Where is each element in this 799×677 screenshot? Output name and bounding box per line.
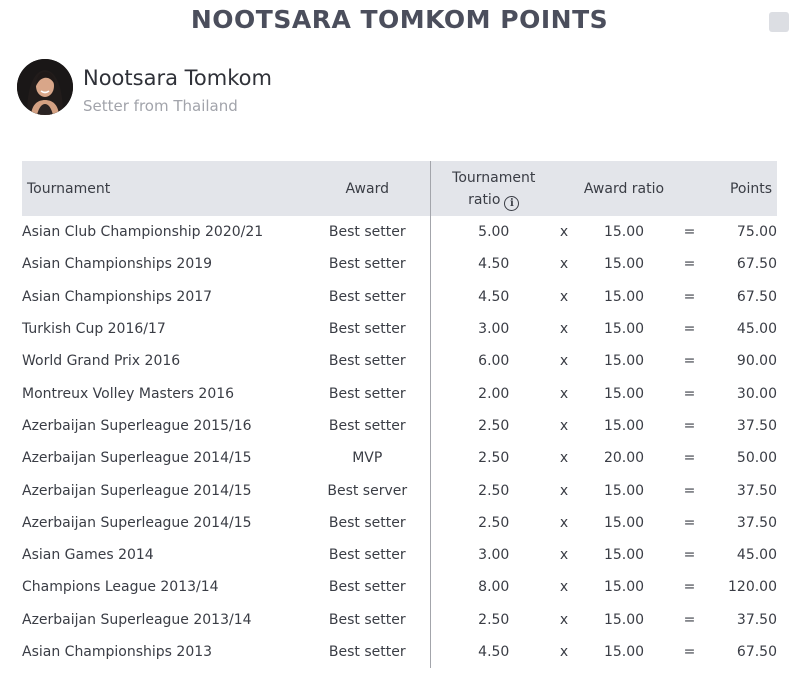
cell-award: Best setter [328,321,406,338]
table-row [22,313,777,345]
cell-multiply: x [559,288,569,305]
cell-equals: = [683,644,696,660]
cell-tournament-ratio: 8.00 [430,571,557,603]
cell-tournament-ratio: 2.50 [430,604,557,636]
cell-equals: = [683,547,696,564]
cell-points: 37.50 [736,611,777,628]
cell-multiply: x [559,514,569,531]
cell-award: Best setter [328,579,406,596]
cell-tournament: Asian Championships 2017 [22,288,213,305]
cell-tournament: Azerbaijan Superleague 2014/15 [22,482,252,499]
header-spacer-x [557,161,571,216]
cell-award: Best setter [328,224,406,241]
player-name: Nootsara Tomkom [83,66,272,90]
cell-multiply: x [559,579,569,596]
cell-equals: = [683,224,696,241]
cell-multiply: x [559,482,569,499]
cell-points: 37.50 [736,482,777,499]
cell-tournament: Montreux Volley Masters 2016 [22,385,235,402]
cell-award-ratio: 15.00 [603,385,645,402]
cell-multiply: x [559,450,569,467]
cell-tournament: Asian Games 2014 [22,547,154,564]
cell-points: 37.50 [736,417,777,434]
cell-multiply: x [559,385,569,402]
cell-tournament-ratio: 5.00 [430,216,557,248]
table-body [22,216,777,668]
cell-tournament: Asian Championships 2019 [22,256,213,273]
close-square-icon[interactable] [769,12,789,32]
cell-award-ratio: 15.00 [603,514,645,531]
cell-equals: = [683,450,696,467]
table-row [22,636,777,668]
cell-tournament: Azerbaijan Superleague 2014/15 [22,450,252,467]
cell-points: 50.00 [736,450,777,467]
cell-award-ratio: 15.00 [603,224,645,241]
cell-points: 37.50 [736,514,777,531]
table-row [22,216,777,248]
cell-tournament: Champions League 2013/14 [22,579,219,596]
header-award-ratio: Award ratio [583,180,665,197]
cell-award: Best setter [328,611,406,628]
cell-multiply: x [559,547,569,564]
cell-award-ratio: 15.00 [603,353,645,370]
cell-award: MVP [352,450,383,467]
cell-tournament: Asian Championships 2013 [22,644,213,660]
table-row [22,539,777,571]
table-row [22,345,777,377]
cell-award-ratio: 15.00 [603,417,645,434]
cell-award: Best setter [328,256,406,273]
cell-award-ratio: 15.00 [603,321,645,338]
cell-multiply: x [559,321,569,338]
cell-tournament: Azerbaijan Superleague 2013/14 [22,611,252,628]
header-award: Award [345,180,389,197]
cell-equals: = [683,417,696,434]
header-spacer-eq [677,161,702,216]
page-title: NOOTSARA TOMKOM POINTS [190,5,609,34]
cell-tournament-ratio: 2.50 [430,410,557,442]
cell-points: 75.00 [736,224,777,241]
cell-award: Best setter [328,547,406,564]
cell-points: 90.00 [736,353,777,370]
cell-multiply: x [559,353,569,370]
cell-equals: = [683,353,696,370]
avatar [17,59,73,115]
cell-equals: = [683,482,696,499]
header-tournament-ratio [430,161,557,216]
player-subtitle: Setter from Thailand [83,97,238,115]
cell-tournament: Turkish Cup 2016/17 [22,321,166,338]
cell-equals: = [683,385,696,402]
cell-equals: = [683,288,696,305]
cell-tournament-ratio: 6.00 [430,345,557,377]
cell-award-ratio: 15.00 [603,256,645,273]
cell-multiply: x [559,256,569,273]
table-row [22,571,777,603]
cell-award-ratio: 15.00 [603,288,645,305]
cell-award-ratio: 15.00 [603,482,645,499]
cell-tournament: Azerbaijan Superleague 2014/15 [22,514,252,531]
cell-award-ratio: 15.00 [603,547,645,564]
cell-multiply: x [559,417,569,434]
cell-award: Best setter [328,353,406,370]
cell-award-ratio: 15.00 [603,644,645,660]
cell-equals: = [683,579,696,596]
header-points: Points [729,180,772,197]
cell-equals: = [683,321,696,338]
table-row [22,507,777,539]
cell-points: 67.50 [736,644,777,660]
cell-multiply: x [559,611,569,628]
cell-tournament-ratio: 2.00 [430,377,557,409]
cell-tournament: Azerbaijan Superleague 2015/16 [22,417,252,434]
cell-tournament-ratio: 2.50 [430,507,557,539]
cell-points: 120.00 [728,579,777,596]
cell-tournament: Asian Club Championship 2020/21 [22,224,264,241]
cell-award: Best server [327,482,408,499]
cell-award: Best setter [328,514,406,531]
cell-award-ratio: 20.00 [603,450,645,467]
player-photo [17,59,73,115]
table-header-row [22,161,777,216]
table-row [22,281,777,313]
cell-points: 67.50 [736,288,777,305]
cell-tournament-ratio: 3.00 [430,539,557,571]
table-row [22,248,777,280]
cell-tournament-ratio: 4.50 [430,636,557,668]
cell-award-ratio: 15.00 [603,579,645,596]
cell-award: Best setter [328,385,406,402]
cell-equals: = [683,256,696,273]
cell-tournament-ratio: 3.00 [430,313,557,345]
cell-equals: = [683,514,696,531]
cell-tournament-ratio: 4.50 [430,248,557,280]
cell-multiply: x [559,224,569,241]
cell-points: 45.00 [736,321,777,338]
table-row [22,604,777,636]
cell-points: 45.00 [736,547,777,564]
cell-award: Best setter [328,288,406,305]
cell-tournament-ratio: 4.50 [430,281,557,313]
header-tournament-ratio-line1: Tournament [452,169,536,186]
cell-tournament-ratio: 2.50 [430,442,557,474]
table-row [22,474,777,506]
table-row [22,410,777,442]
cell-points: 67.50 [736,256,777,273]
info-icon[interactable]: i [504,196,519,211]
table-row [22,377,777,409]
header-tournament: Tournament [27,180,111,197]
cell-points: 30.00 [736,385,777,402]
cell-award: Best setter [328,644,406,660]
cell-award: Best setter [328,417,406,434]
header-tournament-ratio-line2: ratio [468,191,501,208]
cell-tournament: World Grand Prix 2016 [22,353,181,370]
cell-multiply: x [559,644,569,660]
points-table [22,161,777,668]
cell-tournament-ratio: 2.50 [430,474,557,506]
table-row [22,442,777,474]
cell-award-ratio: 15.00 [603,611,645,628]
cell-equals: = [683,611,696,628]
